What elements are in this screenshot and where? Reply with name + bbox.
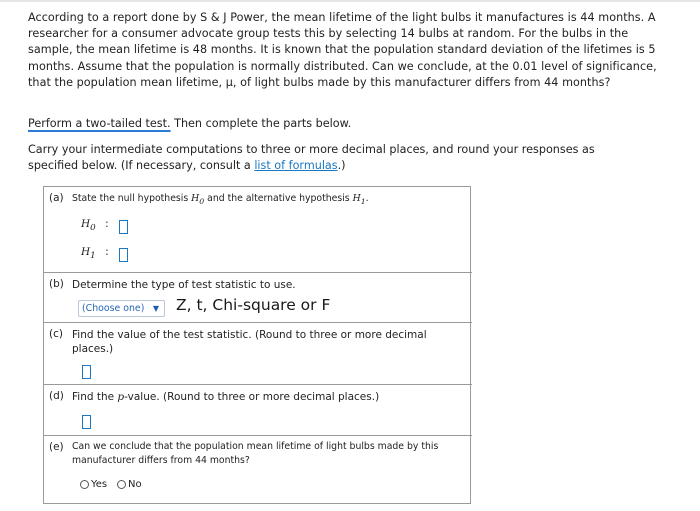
- p-value-input[interactable]: [82, 415, 91, 429]
- part-d-label: (d): [49, 390, 64, 402]
- null-hypothesis-label: $H_0$: [81, 218, 96, 234]
- part-e: [44, 436, 472, 503]
- null-hypothesis-input[interactable]: [119, 220, 128, 234]
- radio-yes[interactable]: Yes: [80, 479, 107, 490]
- alt-hypothesis-row: $H_1$ :: [81, 246, 109, 262]
- alt-hypothesis-label: $H_1$: [81, 246, 96, 262]
- instruction-underlined: Perform a two-tailed test.: [28, 117, 171, 130]
- question-parts-panel: [43, 186, 471, 504]
- part-a-label: (a): [49, 192, 64, 204]
- part-c-prompt: Find the value of the test statistic. (Round to three or more decimal places.): [72, 329, 427, 355]
- h0-symbol: $H_0$: [191, 193, 205, 206]
- radio-yes-circle[interactable]: [80, 480, 89, 489]
- null-hypothesis-row: $H_0$ :: [81, 218, 109, 234]
- part-e-prompt: Can we conclude that the population mean lifetime of light bulbs made by this manufacturer differs from 44 months?: [72, 441, 439, 466]
- rounding-instructions: [28, 142, 648, 173]
- part-a-prompt: State the null hypothesis $H_0$ and the alternative hypothesis $H_1$.: [72, 193, 369, 206]
- part-b-label: (b): [49, 278, 64, 290]
- part-c: [44, 323, 472, 385]
- carry-text: Carry your intermediate computations to three or more decimal places, and round your responses as specified below. (If necessary, consult a: [28, 143, 595, 172]
- top-divider: [0, 0, 700, 2]
- carry-end: .): [337, 158, 346, 172]
- problem-statement: According to a report done by S & J Power, the mean lifetime of the light bulbs it manufactures is 44 months. A researcher for a consumer advocate group tests this by selecting 14 bulbs at random. For the bulbs in the sample, the mean lifetime is 48 months. It is known that the population standard deviation of the lifetimes is 5 months. Assume that the population is normally distributed. Can we conclude, at the 0.01 level of significance, that the population mean lifetime, μ, of light bulbs made by this manufacturer differs from 44 months?: [28, 11, 657, 89]
- part-b: [44, 273, 472, 323]
- h1-symbol: $H_1$: [352, 193, 366, 206]
- formulas-link[interactable]: list of formulas: [254, 158, 338, 172]
- radio-no[interactable]: No: [117, 479, 142, 490]
- test-statistic-input[interactable]: [82, 365, 91, 379]
- part-c-label: (c): [49, 328, 63, 340]
- instruction-line: [28, 116, 351, 132]
- part-e-label: (e): [49, 441, 64, 453]
- chevron-down-icon: ▼: [152, 304, 159, 313]
- part-d-prompt: Find the p-value. (Round to three or more decimal places.): [72, 391, 380, 403]
- test-statistic-dropdown[interactable]: (Choose one) ▼: [78, 300, 165, 317]
- part-d: [44, 385, 472, 436]
- part-b-prompt: Determine the type of test statistic to use.: [72, 279, 296, 291]
- part-a: [44, 187, 472, 273]
- alt-hypothesis-input[interactable]: [119, 248, 128, 262]
- handwritten-note: Z, t, Chi-square or F: [176, 296, 331, 314]
- radio-no-circle[interactable]: [117, 480, 126, 489]
- instruction-rest: Then complete the parts below.: [170, 117, 352, 130]
